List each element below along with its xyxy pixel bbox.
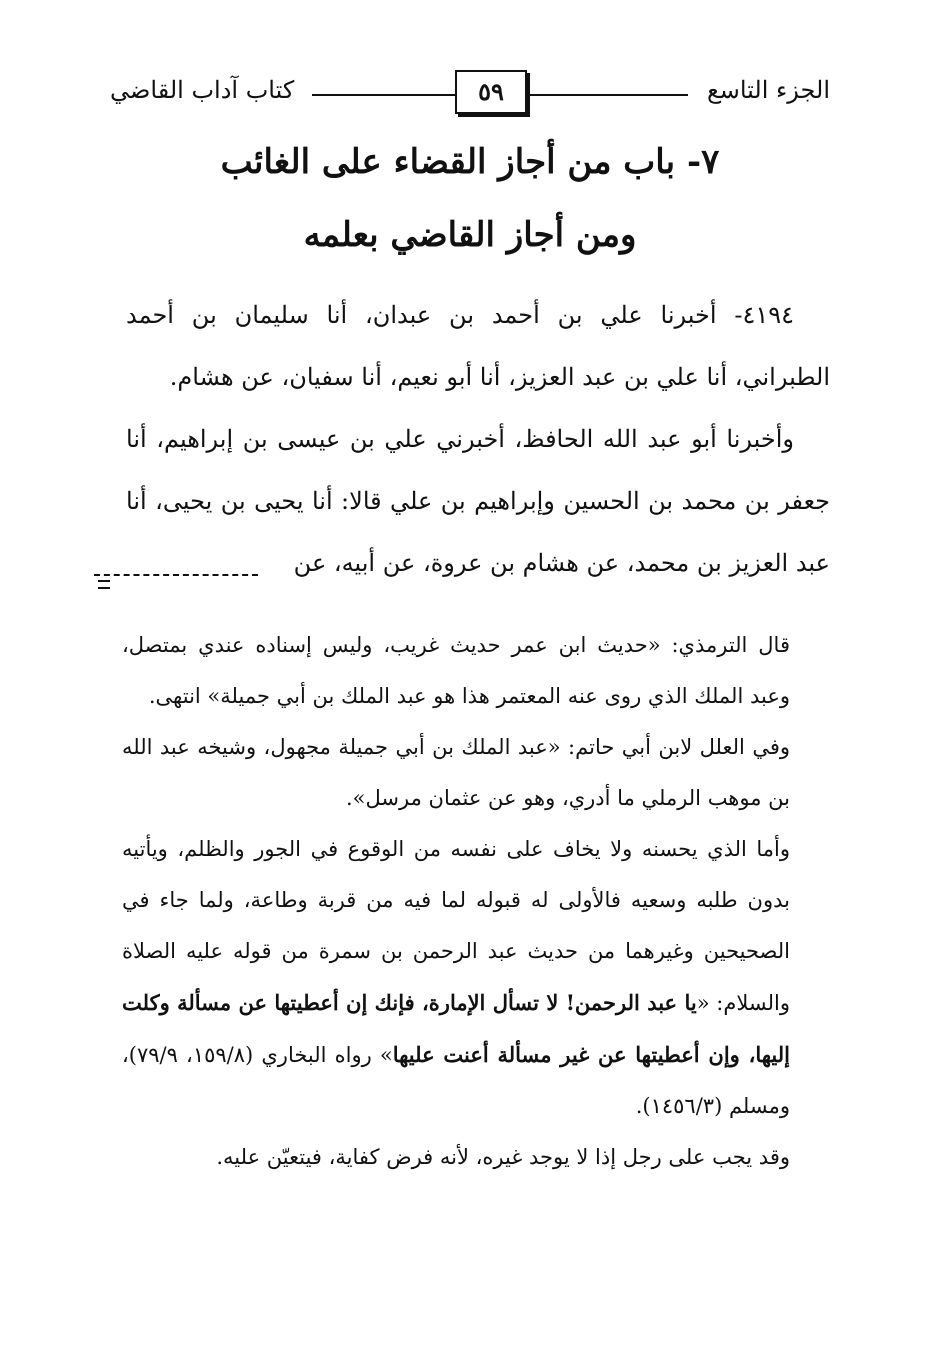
book-title: كتاب آداب القاضي — [110, 76, 295, 104]
running-header — [110, 70, 830, 114]
chapter-title-line-1: ٧- باب من أجاز القضاء على الغائب — [220, 142, 720, 182]
commentary-intro: وأما الذي يحسنه ولا يخاف على نفسه من الوقوع في الجور والظلم، ويأتيه بدون طلبه وسعيه فالأولى له قبوله لما فيه من قربة وطاعة، ولما جاء في الصحيحين وغيرهما من حديث عبد الرحمن بن سمرة من قوله عليه الصلاة والسلام: « — [122, 837, 790, 1015]
footnotes — [122, 620, 790, 1183]
chapter-title-line-2: ومن أجاز القاضي بعلمه — [303, 215, 637, 255]
footnote-obligation: وقد يجب على رجل إذا لا يوجد غيره، لأنه فرض كفاية، فيتعيّن عليه. — [216, 1145, 790, 1169]
footnote-commentary — [122, 824, 790, 1132]
footnote-ilal: وفي العلل لابن أبي حاتم: «عبد الملك بن أبي جميلة مجهول، وشيخه عبد الله بن موهب الرملي ما أدري، وهو عن عثمان مرسل». — [122, 735, 790, 810]
volume-title: الجزء التاسع — [706, 76, 830, 104]
continuation-mark — [98, 580, 110, 589]
isnad-paragraph: وأخبرنا أبو عبد الله الحافظ، أخبرني علي بن عيسى بن إبراهيم، أنا جعفر بن محمد بن الحسين وإبراهيم بن علي قالا: أنا يحيى بن يحيى، أنا عبد العزيز بن محمد، عن هشام بن عروة، عن أبيه، عن — [126, 425, 830, 577]
dashed-rule — [94, 574, 258, 576]
page-number: ٥٩ — [455, 70, 527, 114]
footnote-separator — [94, 574, 258, 588]
header-rule-right — [520, 94, 688, 96]
commentary-reference: » رواه البخاري (١٥٩/٨، ٧٩/٩)، ومسلم (١٤٥٦/٣). — [122, 1043, 790, 1118]
header-rule-left — [312, 94, 457, 96]
footnote-tirmidhi: قال الترمذي: «حديث ابن عمر حديث غريب، وليس إسناده عندي بمتصل، وعبد الملك الذي روى عنه المعتمر هذا هو عبد الملك بن أبي جميلة» انتهى. — [122, 633, 790, 708]
main-text — [126, 284, 830, 594]
hadith-paragraph-4194: ٤١٩٤- أخبرنا علي بن أحمد بن عبدان، أنا سليمان بن أحمد الطبراني، أنا علي بن عبد العزيز، أنا أبو نعيم، أنا سفيان، عن هشام. — [126, 301, 830, 391]
hadith-quote: يا عبد الرحمن! لا تسأل الإمارة، فإنك إن أعطيتها عن مسألة وكلت إليها، وإن أعطيتها عن غير مسألة أعنت عليها — [122, 990, 790, 1067]
